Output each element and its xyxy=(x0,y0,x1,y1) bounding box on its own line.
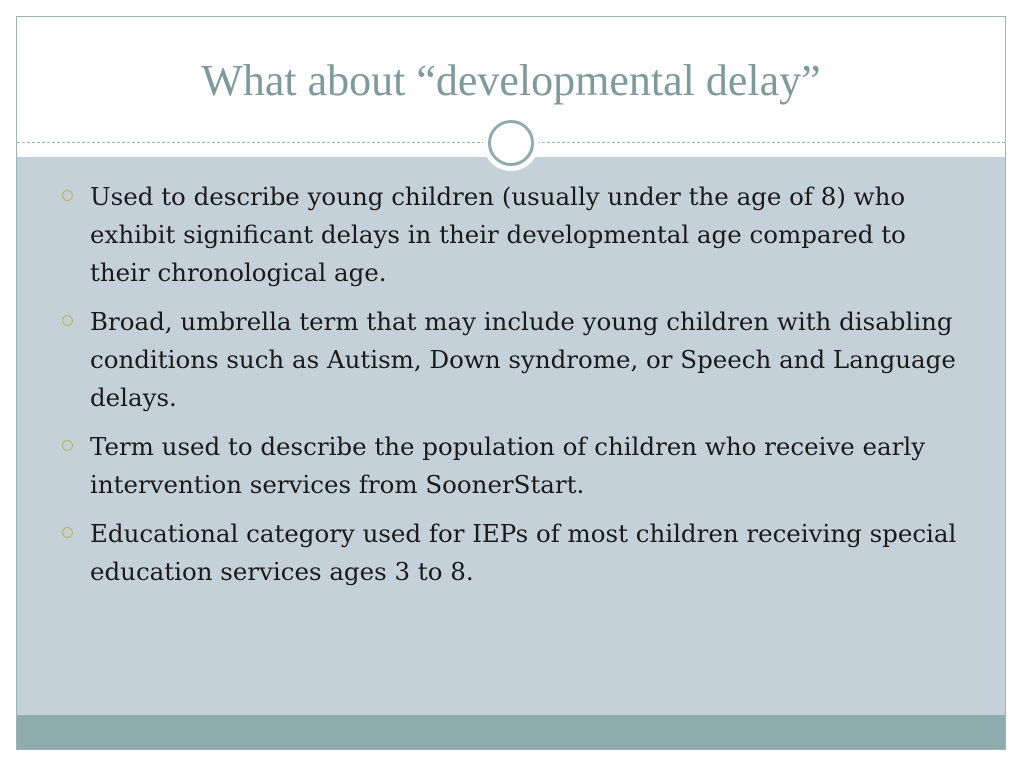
bullet-text: Broad, umbrella term that may include young children with disabling conditions such as Autism, Down syndrome, or Speech and Language delays. xyxy=(90,307,956,412)
bullet-list xyxy=(60,178,960,602)
bullet-item xyxy=(60,303,960,417)
slide-title: What about “developmental delay” xyxy=(201,56,821,105)
hollow-circle-bullet-icon xyxy=(62,315,73,326)
hollow-circle-bullet-icon xyxy=(62,190,73,201)
bullet-item xyxy=(60,428,960,504)
footer-band xyxy=(17,715,1005,750)
hollow-circle-bullet-icon xyxy=(62,440,73,451)
bullet-text: Educational category used for IEPs of most children receiving special education services ages 3 to 8. xyxy=(90,519,957,586)
bullet-item xyxy=(60,515,960,591)
bullet-item xyxy=(60,178,960,292)
circle-ornament-icon xyxy=(483,115,539,171)
ornament-ring xyxy=(488,120,534,166)
bullet-text: Used to describe young children (usually under the age of 8) who exhibit significant delays in their developmental age compared to their chronological age. xyxy=(90,182,906,287)
hollow-circle-bullet-icon xyxy=(62,527,73,538)
bullet-text: Term used to describe the population of children who receive early intervention services from SoonerStart. xyxy=(90,432,926,499)
